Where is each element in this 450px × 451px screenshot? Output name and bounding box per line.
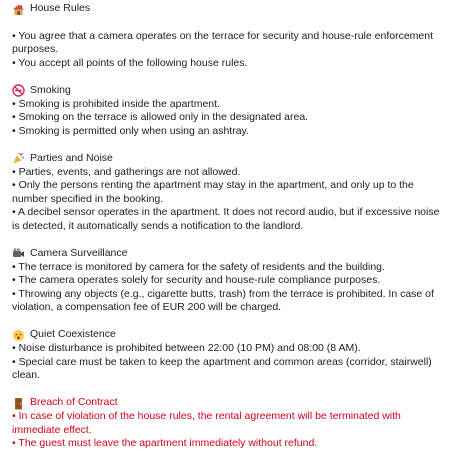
intro-line: • You agree that a camera operates on the terrace for security and house-rule enforcement purposes. [12, 29, 434, 55]
rule-item: • Throwing any objects (e.g., cigarette butts, trash) from the terrace is prohibited. In case of violation, a compensation fee of EUR 200 will be charged. [12, 287, 434, 313]
hushed-face-icon [12, 329, 25, 342]
section-title-smoking: Smoking [30, 83, 71, 96]
page-title: House Rules [30, 2, 91, 15]
rule-item: • A decibel sensor operates in the apartment. It does not record audio, but if excessive noise is detected, it automatically sends a notification to the landlord. [12, 206, 440, 232]
section-heading-quiet [12, 328, 440, 342]
rule-item: • The camera operates solely for security and house-rule compliance purposes. [12, 274, 381, 286]
rule-item: • The terrace is monitored by camera for the safety of residents and the building. [12, 260, 385, 273]
rule-item: • The guest must leave the apartment immediately without refund. [12, 437, 318, 449]
section-heading-smoking [12, 84, 440, 98]
rule-item: • Smoking is prohibited inside the apartment. [12, 97, 220, 110]
rule-item: • In case of violation of the house rules, the rental agreement will be terminated with immediate effect. [12, 410, 401, 436]
section-title-camera: Camera Surveillance [30, 246, 128, 259]
rule-item: • Parties, events, and gatherings are not allowed. [12, 165, 241, 178]
section-title-quiet: Quiet Coexistence [30, 328, 116, 341]
door-icon [12, 397, 25, 410]
no-smoking-icon [12, 84, 25, 97]
rule-item: • Smoking on the terrace is allowed only in the designated area. [12, 111, 309, 123]
party-popper-icon [12, 152, 25, 165]
section-title-breach: Breach of Contract [30, 396, 118, 409]
section-heading-breach [12, 396, 440, 410]
rule-item: • Smoking is permitted only when using an ashtray. [12, 124, 249, 137]
rule-item: • Special care must be taken to keep the apartment and common areas (corridor, stairwell) clean. [12, 355, 432, 381]
section-heading-parties [12, 152, 440, 166]
section-heading-camera [12, 247, 440, 261]
rule-item: • Only the persons renting the apartment may stay in the apartment, and only up to the number specified in the booking. [12, 179, 414, 205]
intro-line: • You accept all points of the following house rules. [12, 56, 248, 69]
house-icon [12, 3, 25, 16]
section-title-parties: Parties and Noise [30, 151, 113, 164]
rule-item: • Noise disturbance is prohibited between 22:00 (10 PM) and 08:00 (8 AM). [12, 342, 361, 354]
video-camera-icon [12, 247, 25, 260]
house-rules-heading [12, 2, 440, 16]
house-rules-document [12, 2, 440, 451]
